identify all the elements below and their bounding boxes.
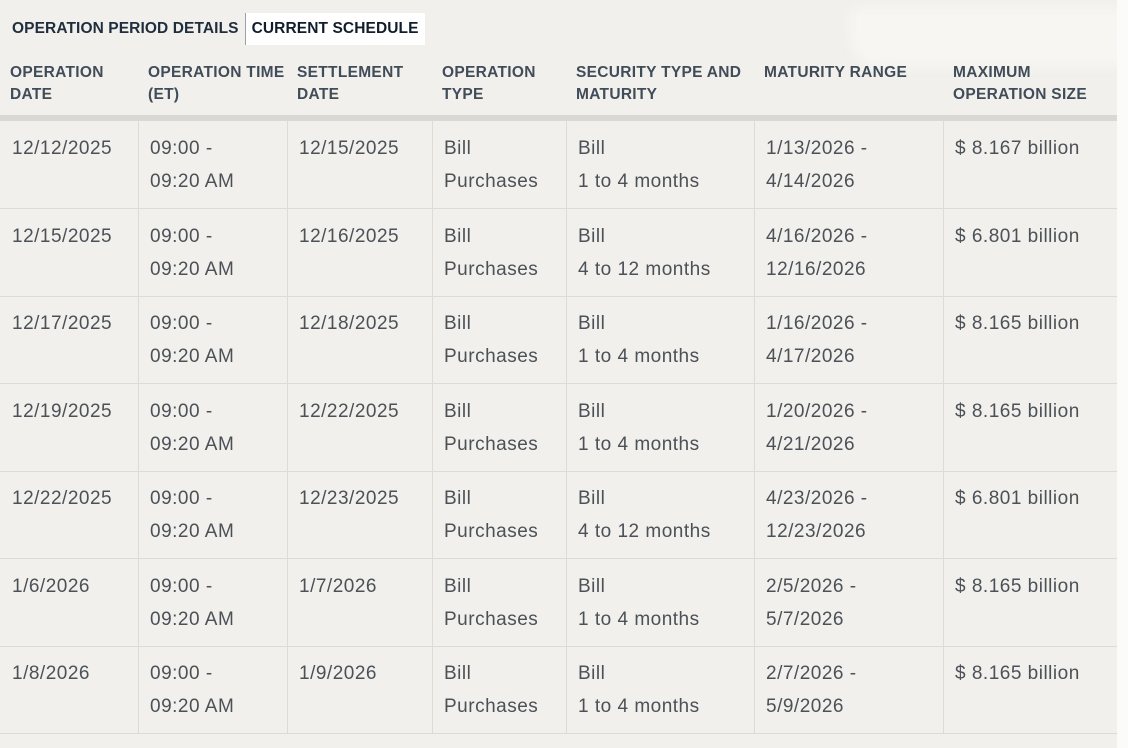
column-divider	[943, 646, 944, 733]
header-operation-type[interactable]: OPERATION TYPE	[442, 64, 536, 103]
cell-text: Bill	[578, 226, 606, 247]
cell-text: Purchases	[444, 433, 539, 455]
cell-text: Bill	[578, 488, 606, 509]
cell-text: Bill	[578, 138, 606, 159]
cell-max-operation-size	[955, 646, 1080, 733]
cell-text: 09:00 -	[150, 226, 213, 247]
cell-text: 12/16/2026	[766, 258, 867, 280]
cell-text: Purchases	[444, 345, 539, 367]
cell-operation-time	[150, 384, 234, 471]
cell-max-operation-size	[955, 559, 1080, 646]
column-divider	[138, 384, 139, 471]
cell-text: Bill	[578, 401, 606, 422]
cell-text: 1/8/2026	[12, 663, 90, 684]
cell-operation-date	[12, 209, 112, 296]
table-row	[0, 646, 1117, 734]
column-divider	[138, 471, 139, 558]
cell-text: $ 8.167 billion	[955, 138, 1080, 159]
cell-text: 5/9/2026	[766, 695, 844, 717]
cell-text: Purchases	[444, 608, 539, 630]
column-divider	[138, 209, 139, 296]
column-divider	[754, 296, 755, 383]
cell-text: 09:20 AM	[150, 258, 235, 280]
tab-bar	[6, 13, 425, 45]
cell-text: $ 6.801 billion	[955, 488, 1080, 509]
column-divider	[432, 121, 433, 208]
column-divider	[432, 296, 433, 383]
cell-text: 12/12/2025	[12, 138, 113, 159]
column-divider	[287, 296, 288, 383]
cell-settlement-date	[299, 121, 399, 208]
column-divider	[566, 471, 567, 558]
cell-text: 1/9/2026	[299, 663, 377, 684]
column-divider	[754, 646, 755, 733]
cell-text: 12/23/2025	[299, 488, 400, 509]
column-divider	[138, 646, 139, 733]
cell-operation-type	[444, 471, 538, 558]
cell-text: Bill	[444, 488, 472, 509]
cell-text: Purchases	[444, 520, 539, 542]
cell-text: Bill	[578, 313, 606, 334]
cell-operation-date	[12, 559, 90, 646]
cell-text: 12/23/2026	[766, 520, 867, 542]
cell-text: 12/16/2025	[299, 226, 400, 247]
cell-settlement-date	[299, 646, 377, 733]
cell-text: 09:20 AM	[150, 608, 235, 630]
column-divider	[754, 209, 755, 296]
column-divider	[943, 296, 944, 383]
cell-text: 09:00 -	[150, 488, 213, 509]
column-divider	[754, 384, 755, 471]
cell-text: 12/18/2025	[299, 313, 400, 334]
cell-text: 1/13/2026 -	[766, 138, 868, 159]
column-divider	[566, 559, 567, 646]
cell-text: 12/17/2025	[12, 313, 113, 334]
cell-operation-time	[150, 471, 234, 558]
cell-text: 2/7/2026 -	[766, 663, 857, 684]
column-divider	[287, 384, 288, 471]
cell-text: 12/19/2025	[12, 401, 113, 422]
cell-text: 09:20 AM	[150, 433, 235, 455]
cell-operation-time	[150, 209, 234, 296]
cell-text: 09:00 -	[150, 401, 213, 422]
cell-text: Bill	[444, 138, 472, 159]
column-divider	[432, 384, 433, 471]
cell-operation-type	[444, 121, 538, 208]
table-row	[0, 121, 1117, 209]
cell-text: 09:20 AM	[150, 345, 235, 367]
cell-security-type	[578, 646, 700, 733]
cell-text: 1 to 4 months	[578, 433, 700, 455]
cell-text: 12/15/2025	[299, 138, 400, 159]
column-divider	[138, 559, 139, 646]
column-divider	[754, 471, 755, 558]
column-divider	[754, 559, 755, 646]
cell-text: $ 6.801 billion	[955, 226, 1080, 247]
cell-settlement-date	[299, 471, 399, 558]
cell-maturity-range	[766, 471, 868, 558]
cell-text: $ 8.165 billion	[955, 401, 1080, 422]
cell-text: Bill	[444, 313, 472, 334]
column-divider	[287, 559, 288, 646]
column-divider	[754, 121, 755, 208]
cell-text: 12/22/2025	[12, 488, 113, 509]
cell-security-type	[578, 559, 700, 646]
column-divider	[432, 471, 433, 558]
cell-settlement-date	[299, 296, 399, 383]
column-divider	[943, 209, 944, 296]
cell-operation-type	[444, 209, 538, 296]
header-operation-date[interactable]: OPERATION DATE	[10, 64, 104, 103]
column-divider	[943, 384, 944, 471]
cell-text: 12/15/2025	[12, 226, 113, 247]
cell-text: 1/16/2026 -	[766, 313, 868, 334]
tab-operation-period-details[interactable]: OPERATION PERIOD DETAILS	[6, 13, 246, 45]
column-divider	[943, 121, 944, 208]
cell-maturity-range	[766, 121, 868, 208]
cell-text: 4/16/2026 -	[766, 226, 868, 247]
cell-operation-date	[12, 471, 112, 558]
cell-text: Purchases	[444, 695, 539, 717]
header-security-type[interactable]: SECURITY TYPE AND MATURITY	[576, 64, 742, 103]
cell-operation-type	[444, 384, 538, 471]
cell-operation-type	[444, 296, 538, 383]
cell-text: 09:00 -	[150, 663, 213, 684]
cell-text: 1 to 4 months	[578, 345, 700, 367]
table-row	[0, 559, 1117, 647]
tab-current-schedule[interactable]: CURRENT SCHEDULE	[246, 13, 425, 45]
column-divider	[287, 121, 288, 208]
cell-text: 4 to 12 months	[578, 258, 711, 280]
blurred-region	[850, 8, 1128, 66]
cell-text: 2/5/2026 -	[766, 576, 857, 597]
cell-text: Bill	[578, 663, 606, 684]
cell-operation-date	[12, 296, 112, 383]
cell-max-operation-size	[955, 209, 1080, 296]
header-maturity-range[interactable]: MATURITY RANGE	[764, 64, 908, 81]
header-operation-time[interactable]: OPERATION TIME (ET)	[148, 64, 285, 103]
column-divider	[566, 209, 567, 296]
cell-maturity-range	[766, 384, 868, 471]
cell-settlement-date	[299, 209, 399, 296]
cell-text: 4/14/2026	[766, 170, 856, 192]
cell-text: 09:00 -	[150, 576, 213, 597]
page-gutter	[1117, 0, 1128, 748]
column-divider	[138, 121, 139, 208]
cell-text: 5/7/2026	[766, 608, 844, 630]
cell-text: Bill	[444, 401, 472, 422]
column-divider	[287, 471, 288, 558]
cell-text: 1 to 4 months	[578, 608, 700, 630]
cell-text: 4/17/2026	[766, 345, 856, 367]
cell-text: Bill	[578, 576, 606, 597]
cell-text: 4/23/2026 -	[766, 488, 868, 509]
cell-text: 4/21/2026	[766, 433, 856, 455]
column-divider	[432, 209, 433, 296]
cell-text: 4 to 12 months	[578, 520, 711, 542]
column-divider	[566, 296, 567, 383]
cell-text: $ 8.165 billion	[955, 663, 1080, 684]
cell-operation-date	[12, 121, 112, 208]
column-divider	[943, 471, 944, 558]
header-settlement-date[interactable]: SETTLEMENT DATE	[297, 64, 404, 103]
cell-maturity-range	[766, 646, 857, 733]
cell-security-type	[578, 209, 711, 296]
cell-text: $ 8.165 billion	[955, 576, 1080, 597]
cell-operation-time	[150, 296, 234, 383]
cell-security-type	[578, 296, 700, 383]
cell-text: 12/22/2025	[299, 401, 400, 422]
cell-text: Purchases	[444, 170, 539, 192]
column-divider	[432, 646, 433, 733]
cell-text: 1 to 4 months	[578, 695, 700, 717]
cell-max-operation-size	[955, 296, 1080, 383]
column-divider	[566, 384, 567, 471]
cell-max-operation-size	[955, 121, 1080, 208]
cell-operation-time	[150, 559, 234, 646]
cell-settlement-date	[299, 559, 377, 646]
cell-text: Bill	[444, 663, 472, 684]
column-divider	[287, 209, 288, 296]
column-divider	[566, 121, 567, 208]
cell-operation-date	[12, 646, 90, 733]
cell-text: 09:00 -	[150, 138, 213, 159]
cell-text: 09:20 AM	[150, 695, 235, 717]
cell-operation-time	[150, 646, 234, 733]
header-max-operation-size[interactable]: MAXIMUM OPERATION SIZE	[953, 64, 1087, 103]
cell-text: 1/6/2026	[12, 576, 90, 597]
cell-security-type	[578, 471, 711, 558]
table-header	[0, 62, 1117, 114]
table-row	[0, 471, 1117, 559]
cell-operation-date	[12, 384, 112, 471]
table-row	[0, 296, 1117, 384]
column-divider	[287, 646, 288, 733]
cell-max-operation-size	[955, 471, 1080, 558]
cell-text: 09:20 AM	[150, 170, 235, 192]
cell-maturity-range	[766, 296, 868, 383]
cell-text: 09:20 AM	[150, 520, 235, 542]
cell-text: $ 8.165 billion	[955, 313, 1080, 334]
cell-maturity-range	[766, 209, 868, 296]
cell-text: 1/20/2026 -	[766, 401, 868, 422]
cell-text: 09:00 -	[150, 313, 213, 334]
table-row	[0, 209, 1117, 297]
column-divider	[138, 296, 139, 383]
cell-security-type	[578, 121, 700, 208]
cell-max-operation-size	[955, 384, 1080, 471]
column-divider	[566, 646, 567, 733]
table-row	[0, 384, 1117, 472]
cell-operation-type	[444, 559, 538, 646]
cell-security-type	[578, 384, 700, 471]
cell-settlement-date	[299, 384, 399, 471]
cell-text: 1 to 4 months	[578, 170, 700, 192]
cell-text: Purchases	[444, 258, 539, 280]
cell-operation-time	[150, 121, 234, 208]
cell-text: Bill	[444, 576, 472, 597]
cell-operation-type	[444, 646, 538, 733]
column-divider	[432, 559, 433, 646]
column-divider	[943, 559, 944, 646]
cell-text: 1/7/2026	[299, 576, 377, 597]
cell-maturity-range	[766, 559, 857, 646]
cell-text: Bill	[444, 226, 472, 247]
